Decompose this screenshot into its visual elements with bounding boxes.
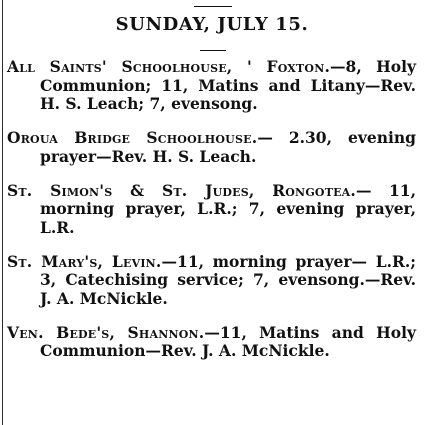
- church-name: Ven. Bede's, Shannon.: [7, 322, 205, 342]
- service-times: — 2.30, evening prayer—Rev. H. S. Leach.: [40, 128, 417, 166]
- service-entry: [0, 58, 424, 114]
- heading-divider: [200, 50, 226, 51]
- church-name: St. Simon's & St. Judes, Rongotea.: [7, 180, 356, 200]
- service-times: —11, morning prayer— L.R.; 3, Catechising service; 7, evensong.—Rev. J. A. McNickle.: [40, 251, 417, 308]
- service-entry: [0, 129, 424, 166]
- service-entry: [0, 324, 424, 361]
- service-entry: [0, 253, 424, 309]
- service-times: —11, Matins and Holy Communion—Rev. J. A. McNickle.: [40, 322, 416, 360]
- service-times: — 11, morning prayer, L.R.; 7, evening prayer, L.R.: [40, 180, 416, 237]
- service-list: [0, 58, 424, 363]
- top-divider: [194, 6, 232, 7]
- service-entry: [0, 182, 424, 238]
- church-name: Oroua Bridge Schoolhouse.: [7, 128, 258, 147]
- church-name: All Saints' Schoolhouse, ' Foxton.: [7, 57, 331, 76]
- section-heading: SUNDAY, JULY 15.: [115, 14, 309, 35]
- church-name: St. Mary's, Levin.: [7, 251, 162, 271]
- service-times: —8, Holy Communion; 11, Matins and Litany—Rev. H. S. Leach; 7, evensong.: [40, 57, 416, 113]
